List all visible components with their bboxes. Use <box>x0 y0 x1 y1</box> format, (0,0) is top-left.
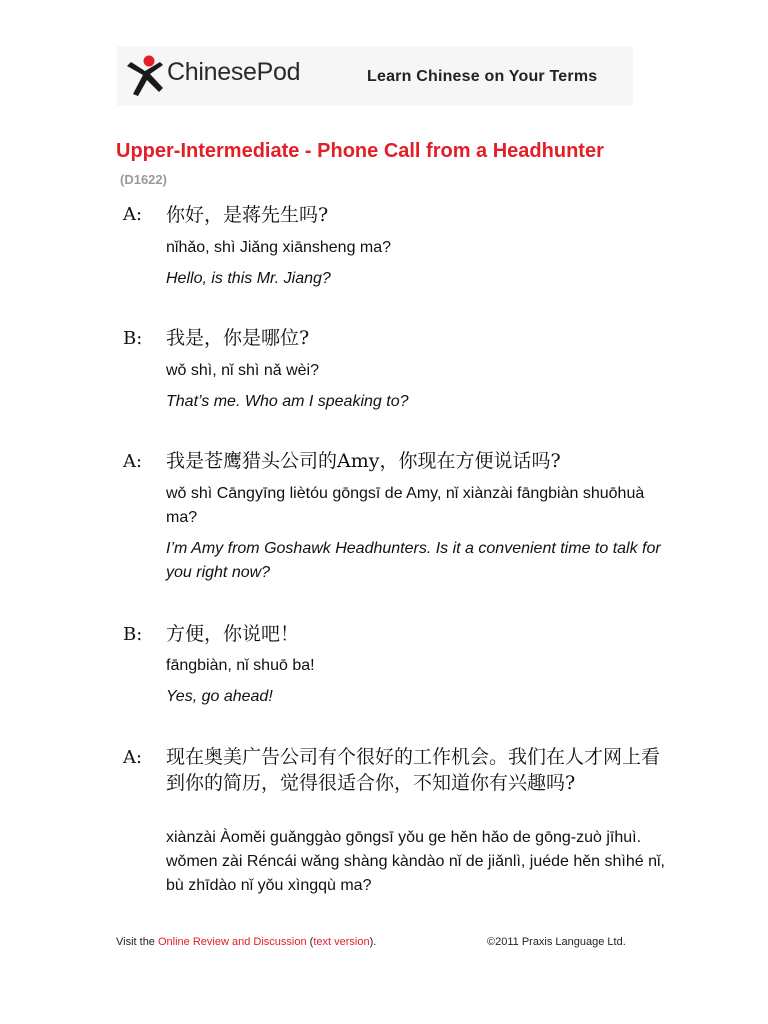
lesson-title: Upper-Intermediate - Phone Call from a Headhunter <box>116 140 604 162</box>
hanzi-text: 我是，你是哪位? <box>166 327 310 349</box>
lesson-code: (D1622) <box>120 172 167 187</box>
footer-visit-prefix: Visit the <box>116 936 158 948</box>
footer-paren-close: ). <box>369 936 377 948</box>
copyright: ©2011 Praxis Language Ltd. <box>487 936 626 948</box>
english-text: That’s me. Who am I speaking to? <box>166 393 409 410</box>
chinesepod-logo-icon <box>123 54 167 98</box>
pinyin-text: wǒ shì, nǐ shì nǎ wèi? <box>166 362 319 379</box>
hanzi-text: 你好，是蒋先生吗? <box>166 204 329 226</box>
speaker-label: B: <box>123 328 143 349</box>
english-text: I’m Amy from Goshawk Headhunters. Is it a convenient time to talk for you right now? <box>166 540 661 581</box>
pinyin-text: fāngbiàn, nǐ shuō ba! <box>166 657 315 674</box>
speaker-label: A: <box>123 204 143 225</box>
english-text: Yes, go ahead! <box>166 688 273 705</box>
hanzi-text: 现在奥美广告公司有个很好的工作机会。我们在人才网上看到你的简历，觉得很适合你，不知道你有兴趣吗? <box>166 746 661 794</box>
pinyin-text: nǐhǎo, shì Jiǎng xiānsheng ma? <box>166 239 392 256</box>
english-text: Hello, is this Mr. Jiang? <box>166 270 331 287</box>
footer-paren-open: ( <box>306 936 314 948</box>
tagline: Learn Chinese on Your Terms <box>367 68 598 85</box>
brand-name: ChinesePod <box>167 58 301 86</box>
hanzi-text: 我是苍鹰猎头公司的Amy，你现在方便说话吗? <box>166 450 561 472</box>
text-version-link[interactable]: text version <box>313 936 370 948</box>
pinyin-text: wǒ shì Cāngyīng liètóu gōngsī de Amy, nǐ xiànzài fāngbiàn shuōhuà ma? <box>166 485 645 526</box>
speaker-label: A: <box>123 451 143 472</box>
speaker-label: B: <box>123 624 143 645</box>
hanzi-text: 方便，你说吧！ <box>166 623 300 645</box>
pinyin-text: xiànzài Àoměi guǎnggào gōngsī yǒu ge hěn hǎo de gōng-zuò jīhuì. wǒmen zài Réncái wǎng shàng kàndào nǐ de jiǎnlì, juéde hěn shìhé nǐ, bù zhīdào nǐ yǒu xìngqù ma? <box>166 829 665 894</box>
speaker-label: A: <box>123 747 143 768</box>
header-banner <box>117 46 633 106</box>
online-review-link[interactable]: Online Review and Discussion <box>158 936 307 948</box>
footer-visit <box>116 936 376 948</box>
